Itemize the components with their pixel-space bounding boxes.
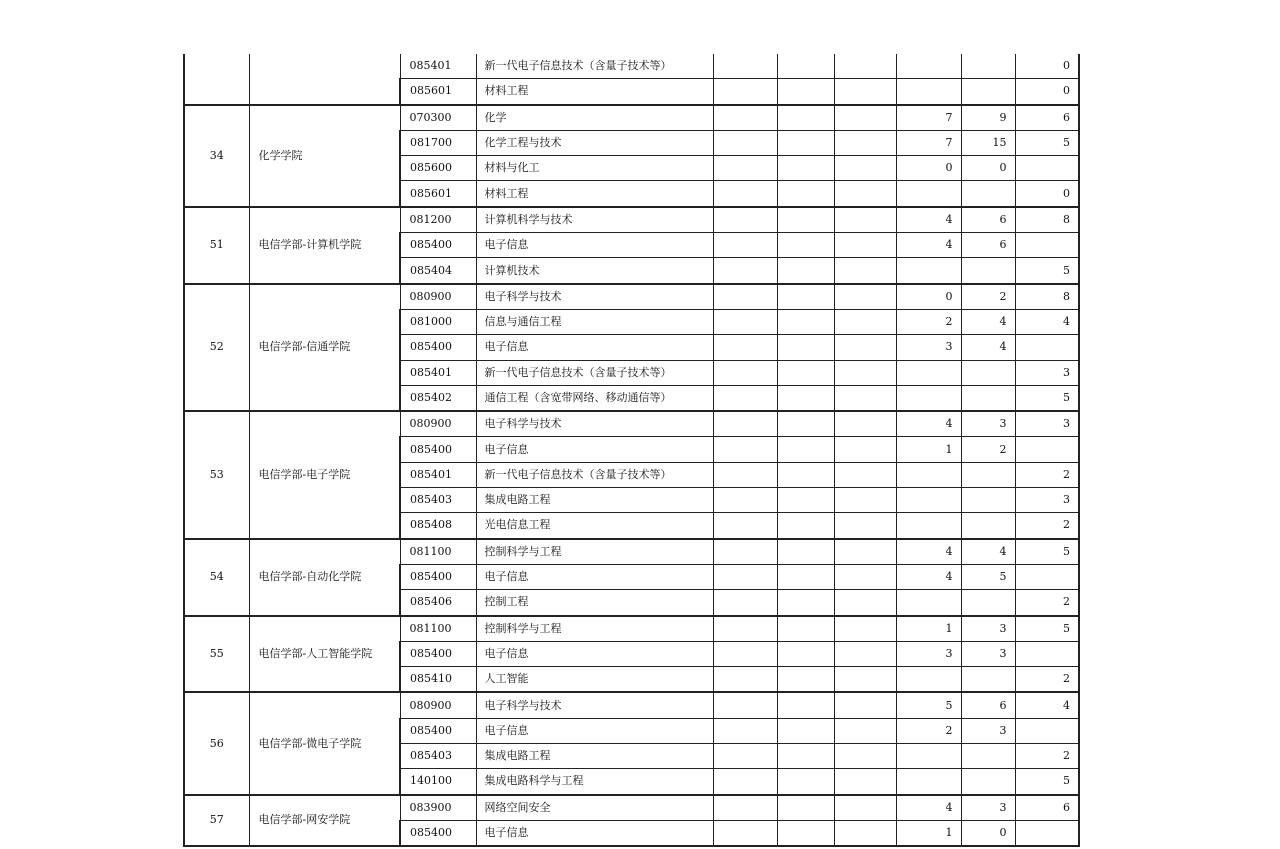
count-cell-1: 0 bbox=[896, 284, 961, 310]
empty-cell bbox=[713, 616, 777, 642]
count-cell-1: 1 bbox=[896, 820, 961, 846]
count-cell-1: 7 bbox=[896, 105, 961, 131]
count-cell-3: 3 bbox=[1015, 360, 1079, 385]
empty-cell bbox=[777, 181, 834, 207]
major-code-cell: 085403 bbox=[400, 744, 476, 769]
empty-cell bbox=[777, 718, 834, 743]
empty-cell bbox=[834, 156, 896, 181]
count-cell-3: 0 bbox=[1015, 54, 1079, 79]
major-code-cell: 085400 bbox=[400, 335, 476, 360]
count-cell-2: 3 bbox=[961, 718, 1015, 743]
college-number-cell: 55 bbox=[184, 616, 249, 693]
count-cell-1: 2 bbox=[896, 309, 961, 334]
count-cell-2 bbox=[961, 79, 1015, 105]
count-cell-1: 4 bbox=[896, 564, 961, 589]
empty-cell bbox=[834, 309, 896, 334]
count-cell-1 bbox=[896, 79, 961, 105]
count-cell-3: 0 bbox=[1015, 79, 1079, 105]
empty-cell bbox=[713, 79, 777, 105]
empty-cell bbox=[834, 181, 896, 207]
table-row bbox=[184, 105, 1079, 131]
count-cell-1 bbox=[896, 54, 961, 79]
college-name-cell bbox=[249, 54, 400, 105]
empty-cell bbox=[834, 820, 896, 846]
major-code-cell: 140100 bbox=[400, 769, 476, 795]
empty-cell bbox=[777, 309, 834, 334]
empty-cell bbox=[713, 820, 777, 846]
table-row bbox=[184, 411, 1079, 437]
count-cell-3: 2 bbox=[1015, 513, 1079, 539]
count-cell-2: 2 bbox=[961, 437, 1015, 462]
empty-cell bbox=[834, 488, 896, 513]
college-number-cell bbox=[184, 54, 249, 105]
count-cell-3: 2 bbox=[1015, 667, 1079, 693]
empty-cell bbox=[713, 462, 777, 487]
empty-cell bbox=[713, 769, 777, 795]
major-name-cell: 电子信息 bbox=[476, 641, 713, 666]
major-code-cell: 080900 bbox=[400, 284, 476, 310]
empty-cell bbox=[777, 54, 834, 79]
count-cell-2 bbox=[961, 385, 1015, 411]
major-code-cell: 080900 bbox=[400, 411, 476, 437]
college-name-cell: 电信学部-微电子学院 bbox=[249, 692, 400, 794]
empty-cell bbox=[713, 744, 777, 769]
table-row bbox=[184, 54, 1079, 79]
empty-cell bbox=[834, 360, 896, 385]
count-cell-3: 5 bbox=[1015, 616, 1079, 642]
count-cell-1: 3 bbox=[896, 335, 961, 360]
empty-cell bbox=[777, 79, 834, 105]
college-number-cell: 57 bbox=[184, 795, 249, 847]
count-cell-2: 5 bbox=[961, 564, 1015, 589]
major-code-cell: 081100 bbox=[400, 539, 476, 565]
empty-cell bbox=[713, 641, 777, 666]
college-name-cell: 电信学部-网安学院 bbox=[249, 795, 400, 847]
count-cell-1: 4 bbox=[896, 411, 961, 437]
major-code-cell: 085600 bbox=[400, 156, 476, 181]
count-cell-3: 8 bbox=[1015, 284, 1079, 310]
major-code-cell: 081700 bbox=[400, 130, 476, 155]
empty-cell bbox=[777, 105, 834, 131]
empty-cell bbox=[713, 590, 777, 616]
count-cell-1 bbox=[896, 769, 961, 795]
major-code-cell: 085400 bbox=[400, 564, 476, 589]
empty-cell bbox=[777, 692, 834, 718]
empty-cell bbox=[834, 79, 896, 105]
major-name-cell: 电子信息 bbox=[476, 564, 713, 589]
empty-cell bbox=[777, 207, 834, 233]
empty-cell bbox=[834, 590, 896, 616]
count-cell-3: 4 bbox=[1015, 309, 1079, 334]
major-name-cell: 化学工程与技术 bbox=[476, 130, 713, 155]
major-code-cell: 085400 bbox=[400, 641, 476, 666]
empty-cell bbox=[713, 233, 777, 258]
count-cell-3 bbox=[1015, 437, 1079, 462]
count-cell-2 bbox=[961, 769, 1015, 795]
college-name-cell: 化学学院 bbox=[249, 105, 400, 207]
count-cell-2: 4 bbox=[961, 539, 1015, 565]
major-code-cell: 085406 bbox=[400, 590, 476, 616]
count-cell-1: 1 bbox=[896, 437, 961, 462]
empty-cell bbox=[713, 795, 777, 821]
major-name-cell: 电子信息 bbox=[476, 233, 713, 258]
major-code-cell: 085402 bbox=[400, 385, 476, 411]
count-cell-1 bbox=[896, 360, 961, 385]
college-number-cell: 51 bbox=[184, 207, 249, 284]
empty-cell bbox=[713, 335, 777, 360]
count-cell-1 bbox=[896, 513, 961, 539]
count-cell-1 bbox=[896, 385, 961, 411]
empty-cell bbox=[713, 105, 777, 131]
count-cell-2: 3 bbox=[961, 641, 1015, 666]
major-code-cell: 085401 bbox=[400, 360, 476, 385]
count-cell-2: 3 bbox=[961, 411, 1015, 437]
empty-cell bbox=[713, 130, 777, 155]
college-name-cell: 电信学部-人工智能学院 bbox=[249, 616, 400, 693]
major-name-cell: 计算机技术 bbox=[476, 258, 713, 284]
count-cell-2 bbox=[961, 590, 1015, 616]
count-cell-3: 5 bbox=[1015, 539, 1079, 565]
empty-cell bbox=[834, 258, 896, 284]
count-cell-2: 6 bbox=[961, 233, 1015, 258]
empty-cell bbox=[777, 233, 834, 258]
empty-cell bbox=[834, 667, 896, 693]
major-code-cell: 085601 bbox=[400, 79, 476, 105]
major-name-cell: 新一代电子信息技术（含量子技术等） bbox=[476, 462, 713, 487]
count-cell-2: 0 bbox=[961, 156, 1015, 181]
major-name-cell: 光电信息工程 bbox=[476, 513, 713, 539]
major-code-cell: 070300 bbox=[400, 105, 476, 131]
major-name-cell: 电子科学与技术 bbox=[476, 411, 713, 437]
empty-cell bbox=[834, 718, 896, 743]
count-cell-2: 6 bbox=[961, 692, 1015, 718]
major-name-cell: 集成电路工程 bbox=[476, 744, 713, 769]
college-name-cell: 电信学部-信通学院 bbox=[249, 284, 400, 411]
count-cell-3: 5 bbox=[1015, 258, 1079, 284]
count-cell-3: 4 bbox=[1015, 692, 1079, 718]
count-cell-3: 3 bbox=[1015, 411, 1079, 437]
count-cell-2: 0 bbox=[961, 820, 1015, 846]
major-name-cell: 通信工程（含宽带网络、移动通信等） bbox=[476, 385, 713, 411]
count-cell-2: 3 bbox=[961, 795, 1015, 821]
empty-cell bbox=[834, 54, 896, 79]
empty-cell bbox=[713, 718, 777, 743]
empty-cell bbox=[777, 156, 834, 181]
count-cell-1: 3 bbox=[896, 641, 961, 666]
empty-cell bbox=[777, 411, 834, 437]
count-cell-3 bbox=[1015, 641, 1079, 666]
major-code-cell: 080900 bbox=[400, 692, 476, 718]
count-cell-2 bbox=[961, 488, 1015, 513]
college-number-cell: 34 bbox=[184, 105, 249, 207]
empty-cell bbox=[777, 641, 834, 666]
count-cell-3: 3 bbox=[1015, 488, 1079, 513]
count-cell-3: 2 bbox=[1015, 590, 1079, 616]
count-cell-1 bbox=[896, 181, 961, 207]
empty-cell bbox=[777, 360, 834, 385]
major-name-cell: 材料与化工 bbox=[476, 156, 713, 181]
major-name-cell: 电子信息 bbox=[476, 335, 713, 360]
empty-cell bbox=[834, 437, 896, 462]
enrollment-quota-table bbox=[183, 54, 1080, 847]
count-cell-2 bbox=[961, 513, 1015, 539]
count-cell-1: 4 bbox=[896, 539, 961, 565]
count-cell-1: 4 bbox=[896, 207, 961, 233]
count-cell-2 bbox=[961, 744, 1015, 769]
major-code-cell: 085410 bbox=[400, 667, 476, 693]
table-row bbox=[184, 207, 1079, 233]
count-cell-3 bbox=[1015, 156, 1079, 181]
table-row bbox=[184, 616, 1079, 642]
empty-cell bbox=[713, 54, 777, 79]
empty-cell bbox=[713, 360, 777, 385]
count-cell-1: 5 bbox=[896, 692, 961, 718]
major-code-cell: 085403 bbox=[400, 488, 476, 513]
major-code-cell: 085601 bbox=[400, 181, 476, 207]
empty-cell bbox=[834, 105, 896, 131]
empty-cell bbox=[834, 641, 896, 666]
major-code-cell: 085404 bbox=[400, 258, 476, 284]
count-cell-1 bbox=[896, 258, 961, 284]
empty-cell bbox=[713, 411, 777, 437]
major-name-cell: 材料工程 bbox=[476, 181, 713, 207]
count-cell-2 bbox=[961, 258, 1015, 284]
empty-cell bbox=[834, 233, 896, 258]
major-name-cell: 新一代电子信息技术（含量子技术等） bbox=[476, 360, 713, 385]
count-cell-2 bbox=[961, 54, 1015, 79]
count-cell-2 bbox=[961, 181, 1015, 207]
empty-cell bbox=[834, 795, 896, 821]
count-cell-1 bbox=[896, 488, 961, 513]
count-cell-2: 15 bbox=[961, 130, 1015, 155]
college-name-cell: 电信学部-自动化学院 bbox=[249, 539, 400, 616]
count-cell-2: 9 bbox=[961, 105, 1015, 131]
table-row bbox=[184, 539, 1079, 565]
major-code-cell: 085400 bbox=[400, 233, 476, 258]
major-code-cell: 081200 bbox=[400, 207, 476, 233]
empty-cell bbox=[834, 462, 896, 487]
empty-cell bbox=[713, 207, 777, 233]
count-cell-2 bbox=[961, 667, 1015, 693]
empty-cell bbox=[777, 616, 834, 642]
empty-cell bbox=[834, 385, 896, 411]
major-code-cell: 085400 bbox=[400, 820, 476, 846]
major-name-cell: 控制科学与工程 bbox=[476, 539, 713, 565]
major-name-cell: 集成电路工程 bbox=[476, 488, 713, 513]
major-name-cell: 控制科学与工程 bbox=[476, 616, 713, 642]
table-row bbox=[184, 284, 1079, 310]
empty-cell bbox=[834, 284, 896, 310]
empty-cell bbox=[713, 437, 777, 462]
empty-cell bbox=[713, 539, 777, 565]
count-cell-1 bbox=[896, 744, 961, 769]
count-cell-3: 8 bbox=[1015, 207, 1079, 233]
major-name-cell: 计算机科学与技术 bbox=[476, 207, 713, 233]
major-name-cell: 网络空间安全 bbox=[476, 795, 713, 821]
empty-cell bbox=[777, 130, 834, 155]
empty-cell bbox=[834, 616, 896, 642]
empty-cell bbox=[777, 284, 834, 310]
count-cell-1 bbox=[896, 462, 961, 487]
count-cell-3: 5 bbox=[1015, 385, 1079, 411]
major-code-cell: 085400 bbox=[400, 437, 476, 462]
empty-cell bbox=[777, 769, 834, 795]
major-code-cell: 083900 bbox=[400, 795, 476, 821]
count-cell-3 bbox=[1015, 564, 1079, 589]
count-cell-1: 4 bbox=[896, 795, 961, 821]
empty-cell bbox=[713, 385, 777, 411]
empty-cell bbox=[777, 258, 834, 284]
empty-cell bbox=[834, 130, 896, 155]
college-name-cell: 电信学部-电子学院 bbox=[249, 411, 400, 538]
empty-cell bbox=[777, 335, 834, 360]
count-cell-3 bbox=[1015, 820, 1079, 846]
major-name-cell: 控制工程 bbox=[476, 590, 713, 616]
empty-cell bbox=[777, 513, 834, 539]
major-code-cell: 085408 bbox=[400, 513, 476, 539]
major-name-cell: 电子科学与技术 bbox=[476, 692, 713, 718]
major-name-cell: 电子科学与技术 bbox=[476, 284, 713, 310]
empty-cell bbox=[777, 820, 834, 846]
empty-cell bbox=[777, 667, 834, 693]
empty-cell bbox=[834, 335, 896, 360]
table-row bbox=[184, 795, 1079, 821]
count-cell-1 bbox=[896, 590, 961, 616]
college-number-cell: 54 bbox=[184, 539, 249, 616]
table-body bbox=[184, 54, 1079, 846]
empty-cell bbox=[834, 207, 896, 233]
empty-cell bbox=[834, 744, 896, 769]
count-cell-2: 3 bbox=[961, 616, 1015, 642]
count-cell-3: 5 bbox=[1015, 130, 1079, 155]
empty-cell bbox=[834, 513, 896, 539]
major-code-cell: 081100 bbox=[400, 616, 476, 642]
empty-cell bbox=[834, 564, 896, 589]
empty-cell bbox=[777, 488, 834, 513]
empty-cell bbox=[777, 437, 834, 462]
count-cell-3: 0 bbox=[1015, 181, 1079, 207]
count-cell-3: 5 bbox=[1015, 769, 1079, 795]
empty-cell bbox=[834, 769, 896, 795]
empty-cell bbox=[713, 667, 777, 693]
college-number-cell: 56 bbox=[184, 692, 249, 794]
college-name-cell: 电信学部-计算机学院 bbox=[249, 207, 400, 284]
count-cell-2: 4 bbox=[961, 309, 1015, 334]
major-name-cell: 新一代电子信息技术（含量子技术等） bbox=[476, 54, 713, 79]
empty-cell bbox=[777, 795, 834, 821]
major-code-cell: 085400 bbox=[400, 718, 476, 743]
empty-cell bbox=[834, 411, 896, 437]
count-cell-3: 6 bbox=[1015, 105, 1079, 131]
empty-cell bbox=[777, 385, 834, 411]
major-name-cell: 电子信息 bbox=[476, 820, 713, 846]
major-name-cell: 电子信息 bbox=[476, 718, 713, 743]
count-cell-3: 6 bbox=[1015, 795, 1079, 821]
empty-cell bbox=[777, 744, 834, 769]
empty-cell bbox=[713, 564, 777, 589]
empty-cell bbox=[777, 539, 834, 565]
college-number-cell: 52 bbox=[184, 284, 249, 411]
count-cell-2 bbox=[961, 360, 1015, 385]
count-cell-3 bbox=[1015, 335, 1079, 360]
count-cell-2: 4 bbox=[961, 335, 1015, 360]
empty-cell bbox=[713, 284, 777, 310]
major-name-cell: 材料工程 bbox=[476, 79, 713, 105]
major-code-cell: 085401 bbox=[400, 462, 476, 487]
empty-cell bbox=[713, 513, 777, 539]
count-cell-1: 7 bbox=[896, 130, 961, 155]
empty-cell bbox=[777, 462, 834, 487]
empty-cell bbox=[777, 564, 834, 589]
major-code-cell: 085401 bbox=[400, 54, 476, 79]
count-cell-1 bbox=[896, 667, 961, 693]
major-name-cell: 化学 bbox=[476, 105, 713, 131]
empty-cell bbox=[713, 488, 777, 513]
major-name-cell: 电子信息 bbox=[476, 437, 713, 462]
empty-cell bbox=[713, 258, 777, 284]
count-cell-1: 4 bbox=[896, 233, 961, 258]
count-cell-1: 0 bbox=[896, 156, 961, 181]
college-number-cell: 53 bbox=[184, 411, 249, 538]
major-name-cell: 集成电路科学与工程 bbox=[476, 769, 713, 795]
count-cell-1: 2 bbox=[896, 718, 961, 743]
empty-cell bbox=[834, 539, 896, 565]
empty-cell bbox=[713, 309, 777, 334]
empty-cell bbox=[713, 156, 777, 181]
empty-cell bbox=[713, 692, 777, 718]
count-cell-3: 2 bbox=[1015, 462, 1079, 487]
major-code-cell: 081000 bbox=[400, 309, 476, 334]
count-cell-3 bbox=[1015, 718, 1079, 743]
count-cell-2: 2 bbox=[961, 284, 1015, 310]
empty-cell bbox=[834, 692, 896, 718]
count-cell-1: 1 bbox=[896, 616, 961, 642]
count-cell-3: 2 bbox=[1015, 744, 1079, 769]
major-name-cell: 人工智能 bbox=[476, 667, 713, 693]
count-cell-2: 6 bbox=[961, 207, 1015, 233]
major-name-cell: 信息与通信工程 bbox=[476, 309, 713, 334]
table-row bbox=[184, 692, 1079, 718]
empty-cell bbox=[777, 590, 834, 616]
empty-cell bbox=[713, 181, 777, 207]
count-cell-2 bbox=[961, 462, 1015, 487]
count-cell-3 bbox=[1015, 233, 1079, 258]
